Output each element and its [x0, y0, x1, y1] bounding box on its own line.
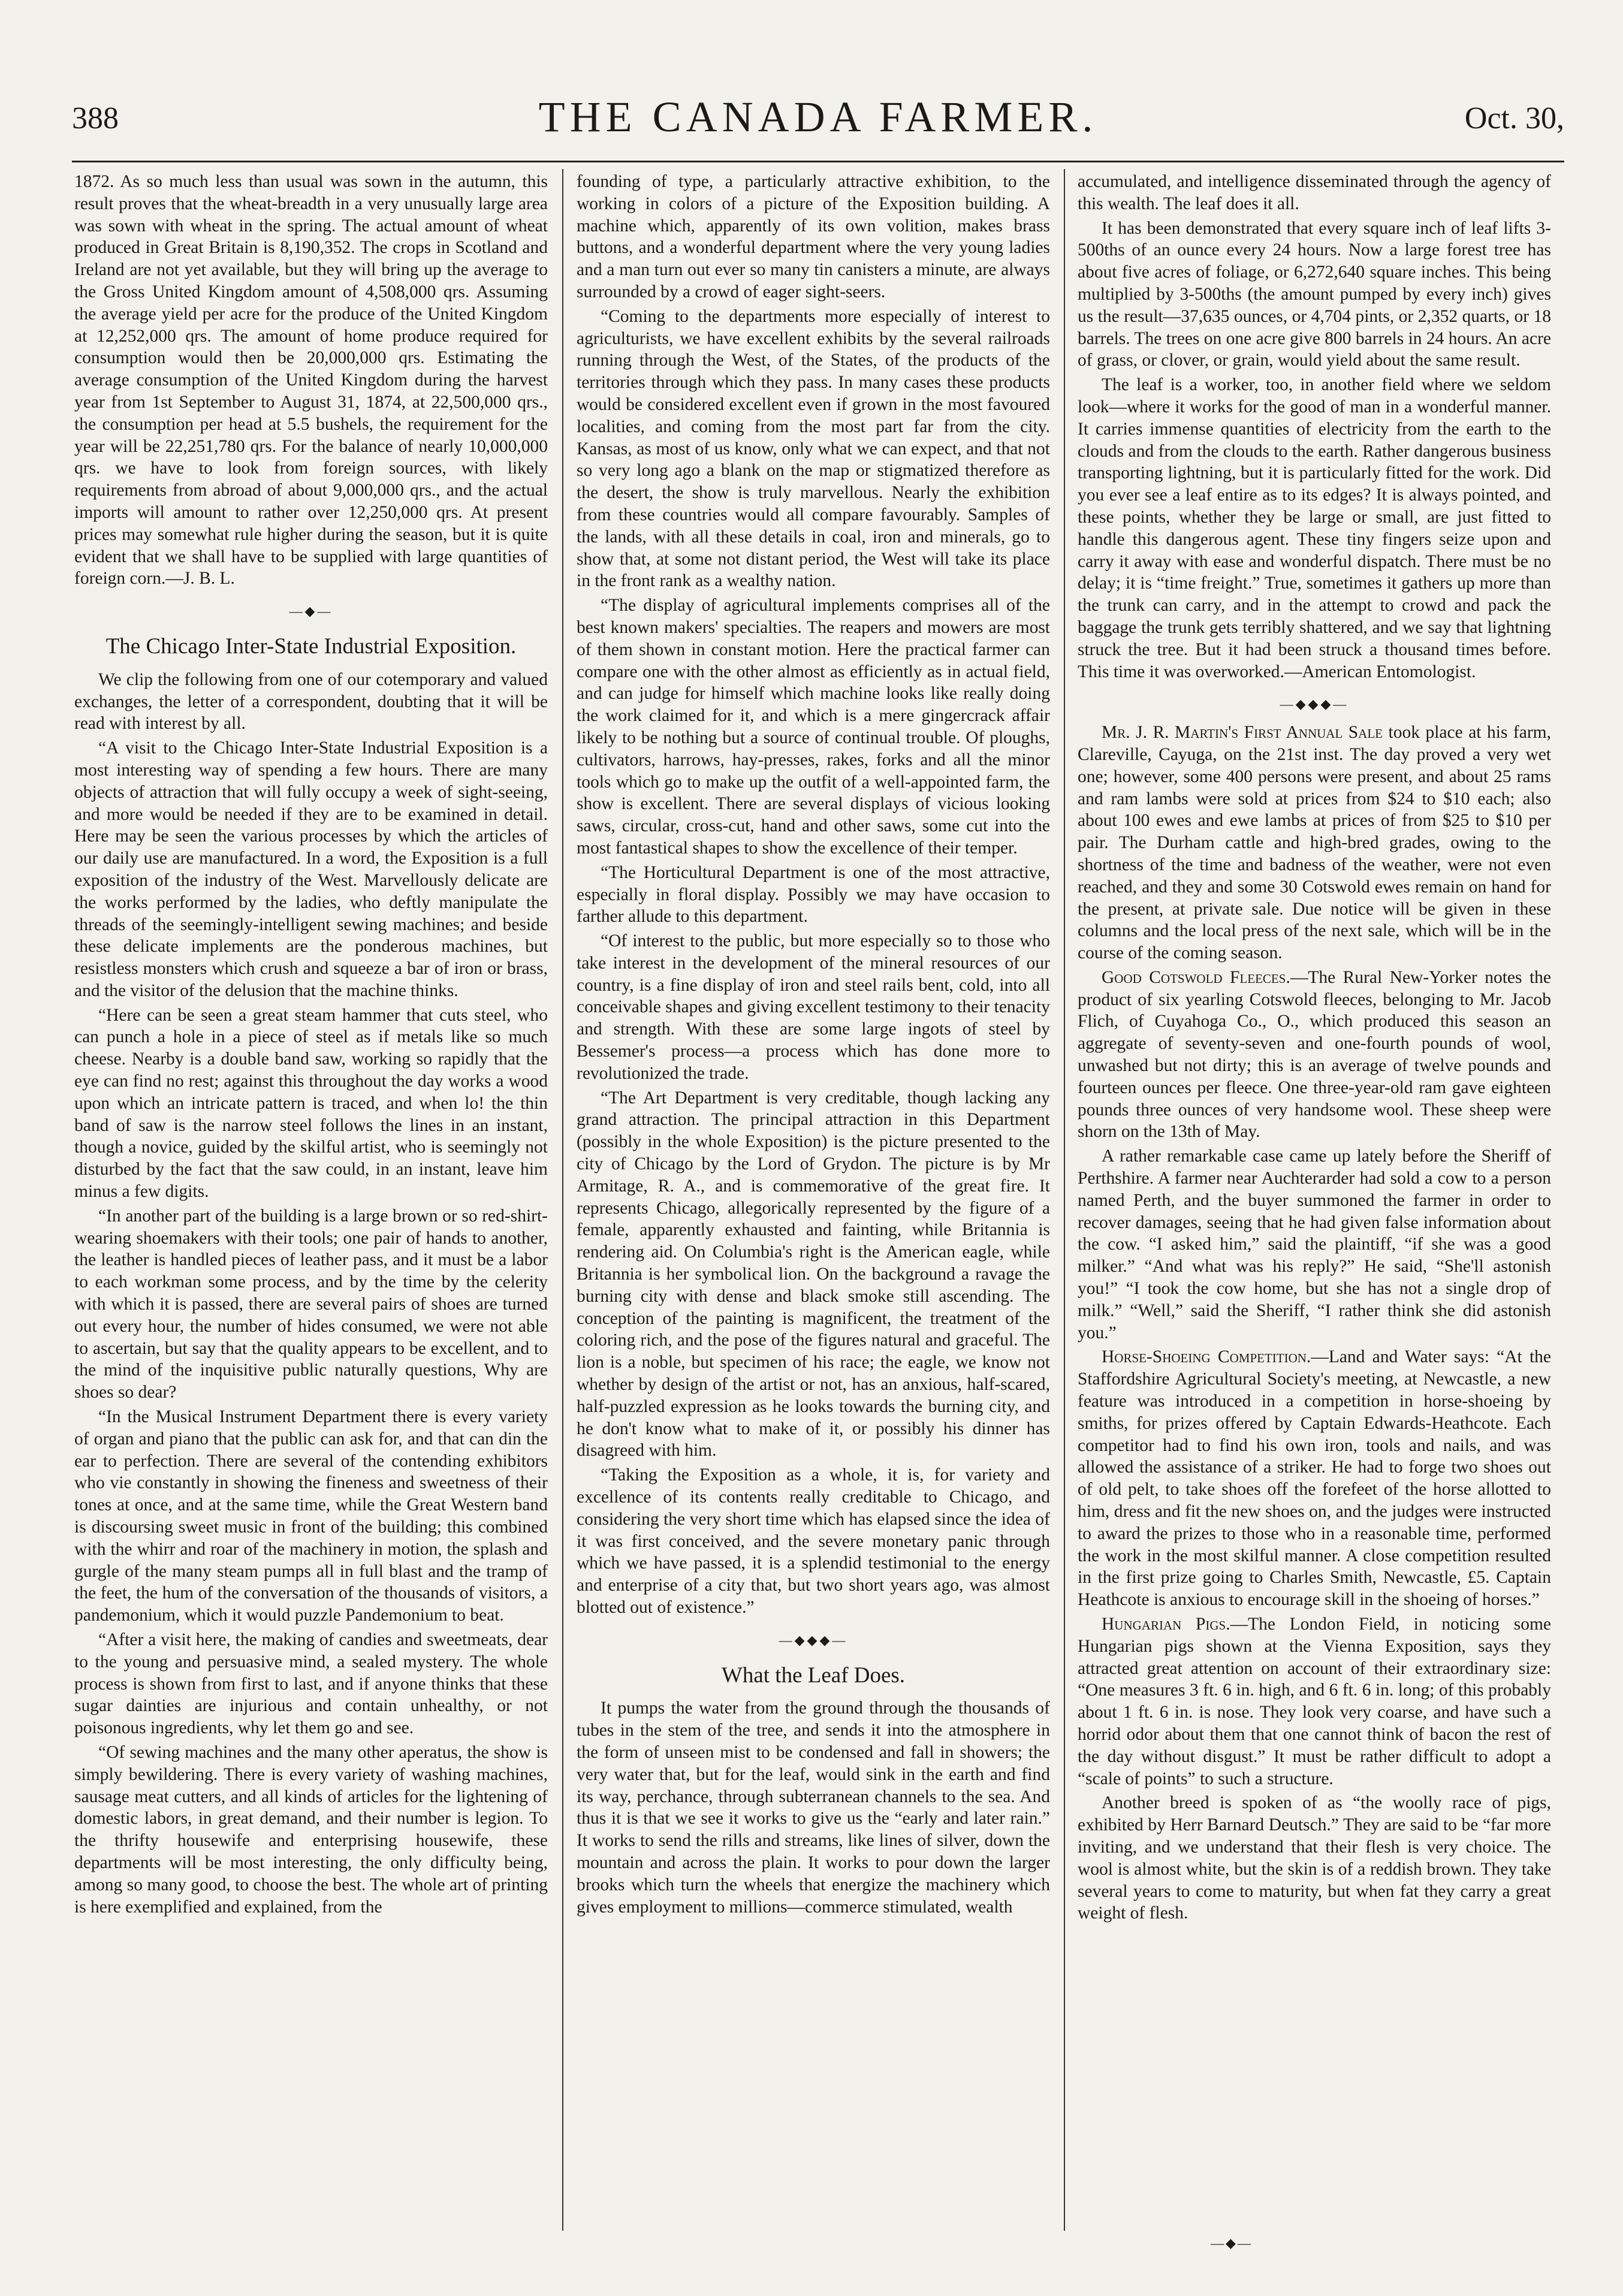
- item-lead: Horse-Shoeing Competition.: [1102, 1347, 1311, 1367]
- column-rule-2: [1064, 169, 1065, 2231]
- section-divider: —◆—: [289, 604, 333, 619]
- article-paragraph: “Here can be seen a great steam hammer that cuts steel, who can punch a hole in a piece of steel as if metals like so much cheese. Nearby is a double band saw, working so rapidly that the eye can find no rest; against this throughout the day works a wood upon which an intricate pattern is traced, and when lo! the thin band of saw is the narrow steel follows the lines in an instant, though a novice, guided by the skilful artist, who is seemingly not disturbed by the fact that the saw could, in an instant, leave him minus a few digits.: [74, 1005, 548, 1202]
- column-3: [1078, 171, 1551, 2232]
- header-rule: [72, 161, 1564, 162]
- page-header: [72, 90, 1564, 144]
- section-divider: —◆◆◆—: [779, 1632, 848, 1648]
- section-divider: —◆◆◆—: [1280, 696, 1349, 712]
- article-paragraph: The leaf is a worker, too, in another field where we seldom look—where it works for the good of man in a wonderful manner. It carries immense quantities of electricity from the earth to the clouds and from the clouds to the earth. Rather dangerous business transporting lightning, but it is particularly fitted for the work. Did you ever see a leaf entire as to its edges? It is always pointed, and these points, whether they be large or small, are just fitted to handle this dangerous agent. These tiny fingers seize upon and carry it away with ease and wonderful dispatch. There must be no delay; it is “time freight.” True, sometimes it gathers up more than the trunk can carry, and in the attempt to crowd and pack the baggage the trunk gets terribly shattered, and we say that lightning struck the tree. But it had been struck a thousand times before. This time it was overworked.—American Entomologist.: [1078, 375, 1551, 681]
- article-paragraph: “Of interest to the public, but more especially so to those who take interest in the development of the mineral resources of our country, is a fine display of iron and steel rails bent, cold, into all conceivable shapes and giving excellent testimony to their tenacity and strength. With these are some large ingots of steel by Bessemer's process—a process which has done more to revolutionized the trade.: [577, 931, 1050, 1083]
- article-paragraph: “In the Musical Instrument Department there is every variety of organ and piano that the public can ask for, and that can din the ear to perfection. There are several of the contending exhibitors who vie constantly in showing the fineness and sweetness of their tones at once, and at the same time, while the Great Western band is discoursing sweet music in front of the building; this combined with the whirr and roar of the machinery in motion, the splash and gurgle of the many steam pumps all in full blast and the tramp of the feet, the hum of the conversation of the thousands of visitors, a pandemonium, which it would puzzle Pandemonium to beat.: [74, 1407, 548, 1625]
- article-paragraph: founding of type, a particularly attractive exhibition, to the working in colors of a picture of the Exposition building. A machine which, apparently of its own volition, makes brass buttons, and a wonderful department where the very young ladies and a man turn out ever so many tin canisters a minute, are always surrounded by a crowd of eager sight-seers.: [577, 172, 1050, 301]
- end-ornament: —◆—: [1211, 2235, 1253, 2250]
- article-paragraph: “Taking the Exposition as a whole, it is, for variety and excellence of its contents really creditable to Chicago, and considering the very short time which has elapsed since the idea of it was first conceived, and the severe monetary panic through which we have passed, it is a splendid testimonial to the energy and enterprise of a city that, but two short years ago, was almost blotted out of existence.”: [577, 1465, 1050, 1617]
- item-body: —Land and Water says: “At the Staffordshire Agricultural Society's meeting, at Newcastle, a new feature was introduced in a competition in horse-shoeing by smiths, for prizes offered by Captain Edwards-Heathcote. Each competitor had to find his own iron, tools and nails, and was allowed the assistance of a striker. He had to forge two shoes out of old pelt, to take shoes off the forefeet of the horse allotted to him, dress and fit the new shoes on, and the judges were instructed to award the prizes to those who in a reasonable time, performed the work in the most skilful manner. A close competition resulted in the first prize going to Charles Smith, Newcastle, £5. Captain Heathcote is anxious to encourage skill in the shoeing of horses.”: [1078, 1347, 1551, 1610]
- issue-date: Oct. 30,: [1464, 101, 1564, 135]
- article-paragraph: It pumps the water from the ground through the thousands of tubes in the stem of the tree, and sends it into the atmosphere in the form of unseen mist to be condensed and fall in showers; the very water that, but for the leaf, would sink in the earth and find its way, perchance, through subterranean channels to the sea. And thus it is that we see it works to give us the “early and later rain.” It works to send the rills and streams, like lines of silver, down the mountain and across the plain. It works to pour down the larger brooks which turn the wheels that energize the machinery which gives employment to millions—commerce stimulated, wealth: [577, 1698, 1050, 1917]
- column-rule-1: [562, 169, 563, 2231]
- column-1: [74, 171, 548, 2232]
- article-paragraph: “The Art Department is very creditable, though lacking any grand attraction. The principal attraction in this Department (possibly in the whole Exposition) is the picture presented to the city of Chicago by the Lord of Grydon. The picture is by Mr Armitage, R. A., and is commemorative of the great fire. It represents Chicago, allegorically represented by the figure of a female, apparently exhausted and fainting, while Britannia is rendering aid. On Columbia's right is the American eagle, while Britannia is her symbolical lion. On the background a ravage the burning city with dense and black smoke still ascending. The conception of the painting is magnificent, the treatment of the coloring rich, and the pose of the figures natural and graceful. The lion is a noble, but specimen of his race; the eagle, we know not whether by design of the artist or not, has an anxious, half-scared, half-puzzled expression as he looks towards the burning city, and he don't know what to make of it, or possibly his dinner has disagreed with him.: [577, 1088, 1050, 1461]
- article-paragraph: 1872. As so much less than usual was sown in the autumn, this result proves that the wheat-breadth in a very unusually large area was sown with wheat in the spring. The actual amount of wheat produced in Great Britain is 8,190,352. The crops in Scotland and Ireland are not yet available, but they will bring up the average to the Gross United Kingdom amount of 4,508,000 qrs. Assuming the average yield per acre for the produce of the United Kingdom at 12,252,000 qrs. The amount of home produce required for consumption would then be 20,000,000 qrs. Estimating the average consumption of the United Kingdom during the harvest year from 1st September to August 31, 1874, at 22,500,000 qrs., the consumption per head at 5.5 bushels, the requirement for the year will be 22,251,780 qrs. For the balance of nearly 10,000,000 qrs. we have to look from foreign sources, with likely requirements from abroad of about 9,000,000 qrs., and the actual imports will amount to rather over 12,250,000 qrs. At present prices may somewhat rule higher during the season, but it is quite evident that we shall have to be supplied with large quantities of foreign corn.—J. B. L.: [74, 172, 548, 589]
- article-paragraph: A rather remarkable case came up lately before the Sheriff of Perthshire. A farmer near Auchterarder had sold a cow to a person named Perth, and the buyer summoned the farmer in order to recover damages, seeing that he had given false information about the cow. “I asked him,” said the plaintiff, “if she was a good milker.” “And what was his reply?” He said, “She'll astonish you!” “I took the cow home, but she has not a single drop of milk.” “Well,” said the Sheriff, “I rather think she did astonish you.”: [1078, 1147, 1551, 1342]
- masthead-title: THE CANADA FARMER.: [538, 93, 1098, 141]
- article-paragraph-martin-sale: [1078, 722, 1551, 964]
- article-paragraph: “Coming to the departments more especially of interest to agriculturists, we have excellent exhibits by the several railroads running through the West, of the States, of the products of the territories through which they pass. In many cases these products would be considered excellent even if grown in the most favoured localities, and coming from the most part far from the city. Kansas, as most of us know, only what we can expect, and that not so very long ago a blank on the map or stigmatized therefore as the desert, the show is truly marvellous. Nearly the exhibition from these countries would all compare favourably. Samples of the lands, with all these details in coal, iron and minerals, go to show that, at some not distant period, the West will take its place in the front rank as a wealthy nation.: [577, 306, 1050, 591]
- article-paragraph: “In another part of the building is a large brown or so red-shirt-wearing shoemakers with their tools; one pair of hands to another, the leather is handled pieces of leather pass, and it must be a labor to each workman some process, and by the time by the celerity with which it is passed, there are several pairs of shoes are turned out every hour, the number of hides consumed, we were not able to ascertain, but say that the quality appears to be excellent, and to the mind of the inquisitive public naturally questions, Why are shoes so dear?: [74, 1206, 548, 1402]
- article-paragraph-horse-shoeing: [1078, 1346, 1551, 1611]
- article-paragraph-hungarian-pigs: [1078, 1613, 1551, 1790]
- item-body: took place at his farm, Clareville, Cayuga, on the 21st inst. The day proved a very wet one; however, some 400 persons were present, and about 25 rams and ram lambs were sold at prices from $24 to $10 each; also about 100 ewes and ewe lambs at prices of from $25 to $10 per pair. The Durham cattle and high-bred grades, owing to the shortness of the time and badness of the weather, were not even reached, and they and some 30 Cotswold ewes remain on hand for the present, at private sale. Due notice will be given in these columns and the local press of the next sale, which will be in the course of the coming season.: [1078, 723, 1551, 963]
- item-lead: Hungarian Pigs.: [1102, 1615, 1230, 1634]
- article-paragraph: “Of sewing machines and the many other aperatus, the show is simply bewildering. There is every variety of washing machines, sausage meat cutters, and all kinds of articles for the lightening of domestic labors, in great demand, and their number is legion. To the thrifty housewife and enterprising housewife, these departments will be most interesting, the only difficulty being, among so many good, to choose the best. The whole art of printing is here exemplified and explained, from the: [74, 1742, 548, 1917]
- column-2: [577, 171, 1050, 2232]
- item-lead: Good Cotswold Fleeces.: [1102, 967, 1290, 987]
- item-lead: Mr. J. R. Martin's First Annual Sale: [1102, 723, 1383, 743]
- article-heading-leaf: What the Leaf Does.: [721, 1663, 906, 1688]
- page-number: 388: [72, 101, 119, 135]
- article-paragraph: accumulated, and intelligence disseminated through the agency of this wealth. The leaf does it all.: [1078, 172, 1551, 213]
- item-body: —The Rural New-Yorker notes the product of six yearling Cotswold fleeces, belonging to Mr. Jacob Flich, of Cuyahoga Co., O., which produced this season an aggregate of seventy-seven and one-fourth pounds of wool, unwashed but not dirty; this is an average of twelve pounds and fourteen ounces per fleece. One three-year-old ram gave eighteen pounds three ounces of very handsome wool. These sheep were shorn on the 13th of May.: [1078, 967, 1551, 1142]
- article-paragraph: “The Horticultural Department is one of the most attractive, especially in floral display. Possibly we may have occasion to farther allude to this department.: [577, 862, 1050, 927]
- article-paragraph: We clip the following from one of our cotemporary and valued exchanges, the letter of a correspondent, doubting that it will be read with interest by all.: [74, 669, 548, 734]
- article-paragraph-cotswold: [1078, 967, 1551, 1143]
- article-paragraph: It has been demonstrated that every square inch of leaf lifts 3-500ths of an ounce every 24 hours. Now a large forest tree has about five acres of foliage, or 6,272,640 square inches. This being multiplied by 3-500ths (the amount pumped by every inch) gives us the result—37,635 ounces, or 4,704 pints, or 2,352 quarts, or 18 barrels. The trees on one acre give 800 barrels in 24 hours. An acre of grass, or clover, or grain, would yield about the same result.: [1078, 218, 1551, 370]
- article-paragraph: “A visit to the Chicago Inter-State Industrial Exposition is a most interesting way of spending a few hours. There are many objects of attraction that will fully occupy a week of sight-seeing, and more would be needed if they are to be examined in detail. Here may be seen the various processes by which the articles of our daily use are manufactured. In a word, the Exposition is a full exposition of the industry of the West. Marvellously delicate are the works performed by the ladies, who deftly manipulate the threads of the seemingly-intelligent sewing machines; and beside these delicate implements are the ponderous machines, but resistless monsters which crush and squeeze a bar of iron or brass, and the visitor of the delusion that the machine thinks.: [74, 738, 548, 1000]
- article-paragraph: “The display of agricultural implements comprises all of the best known makers' specialties. The reapers and mowers are most of them shown in constant motion. Here the practical farmer can compare one with the other almost as efficiently as in actual field, and can judge for himself which machine looks like really doing the work claimed for it, and which is a mere gingercrack affair likely to be nothing but a source of continual trouble. Of ploughs, cultivators, harrows, hay-presses, rakes, forks and all the minor tools which go to make up the outfit of a well-appointed farm, the show is excellent. There are several displays of vicious looking saws, circular, cross-cut, hand and other saws, some cut into the most fantastical shapes to show the excellence of their temper.: [577, 596, 1050, 858]
- article-heading-chicago-exposition: The Chicago Inter-State Industrial Exposition.: [105, 633, 517, 659]
- article-paragraph: “After a visit here, the making of candies and sweetmeats, dear to the young and persuasive mind, a sealed mystery. The whole process is shown from first to last, and if anyone thinks that these sugar dainties are injurious and contain unhealthy, or not poisonous ingredients, why let them go and see.: [74, 1630, 548, 1738]
- article-paragraph: Another breed is spoken of as “the woolly race of pigs, exhibited by Herr Barnard Deutsch.” They are said to be “far more inviting, and we understand that their flesh is very choice. The wool is almost white, but the skin is of a reddish brown. They take several years to come to maturity, but when fat they carry a great weight of flesh.: [1078, 1793, 1551, 1923]
- item-body: —The London Field, in noticing some Hungarian pigs shown at the Vienna Exposition, says they attracted great attention on account of their extraordinary size: “One measures 3 ft. 6 in. high, and 6 ft. 6 in. long; of this probably about 1 ft. 6 in. is nose. They look very coarse, and have such a horrid odor about them that one cannot think of bacon the rest of the day without disgust.” It must be rather difficult to adopt a “scale of points” to such a structure.: [1078, 1615, 1551, 1788]
